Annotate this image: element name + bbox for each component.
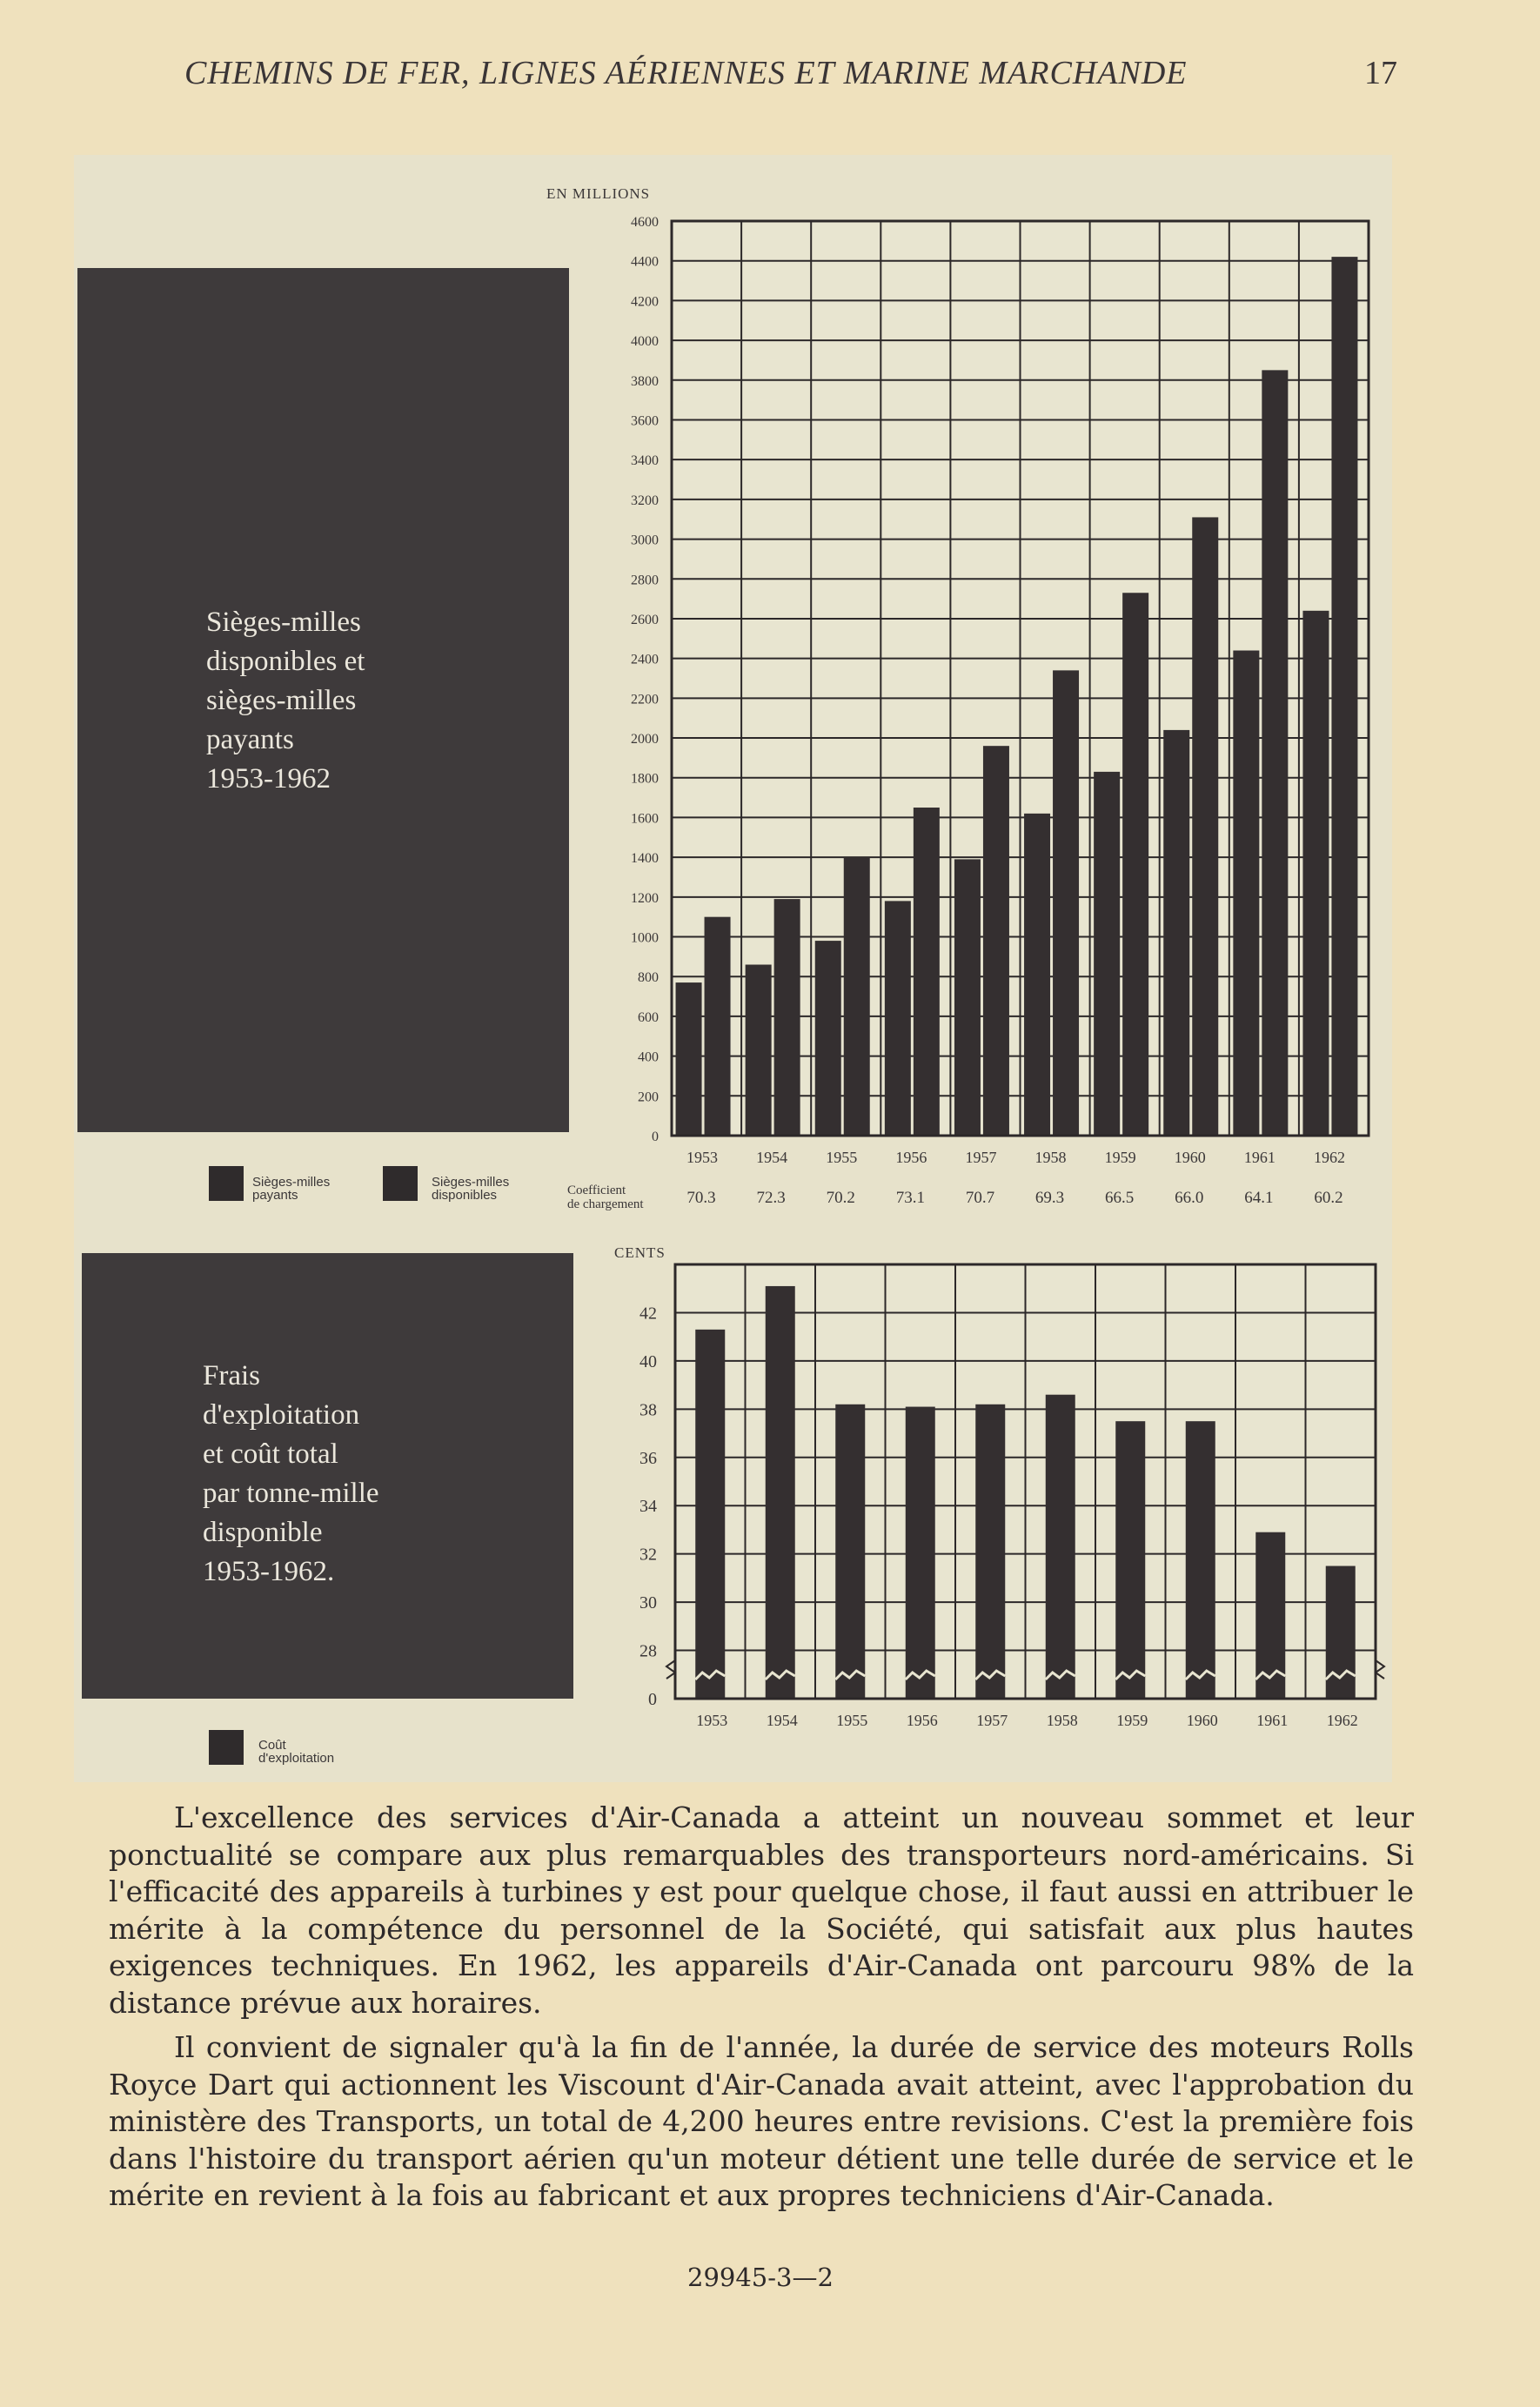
- title-line: disponible: [203, 1517, 323, 1548]
- x-tick-label: 1958: [1034, 1149, 1067, 1166]
- y-tick-label: 1000: [631, 930, 659, 946]
- coefficient-value: 60.2: [1314, 1189, 1343, 1207]
- y-tick-label: 2200: [631, 692, 659, 707]
- seats-chart-title: [206, 603, 365, 799]
- x-tick-label: 1954: [766, 1712, 798, 1729]
- coefficient-value: 66.5: [1105, 1189, 1135, 1207]
- coefficient-value: 66.0: [1175, 1189, 1204, 1207]
- x-tick-label: 1959: [1104, 1149, 1136, 1166]
- bar-payants: [954, 859, 981, 1136]
- legend-label-disponibles: [432, 1176, 509, 1202]
- y-tick-label: 800: [638, 970, 659, 986]
- title-line: et coût total: [203, 1438, 338, 1470]
- y-tick-label: 1800: [631, 771, 659, 787]
- x-tick-label: 1956: [906, 1712, 938, 1729]
- y-tick-label: 28: [639, 1641, 657, 1661]
- x-tick-label: 1962: [1313, 1149, 1345, 1166]
- y-tick-label: 3000: [631, 533, 659, 548]
- bar-disponibles: [774, 899, 800, 1136]
- bar-disponibles: [1122, 593, 1148, 1136]
- bar-cout: [906, 1407, 935, 1699]
- bar-cout: [766, 1286, 795, 1699]
- page-number: 17: [1364, 55, 1397, 91]
- bar-disponibles: [1331, 257, 1357, 1136]
- y-tick-label: 4200: [631, 294, 659, 310]
- x-tick-label: 1957: [976, 1712, 1008, 1729]
- legend-label-cout: [258, 1739, 334, 1765]
- coefficient-value: 64.1: [1244, 1189, 1274, 1207]
- legend-line: payants: [252, 1188, 298, 1203]
- y-tick-label: 3800: [631, 373, 659, 389]
- coefficient-value: 70.2: [826, 1189, 855, 1207]
- bar-payants: [1024, 814, 1050, 1136]
- bar-payants: [1094, 772, 1120, 1136]
- bar-cout: [695, 1330, 725, 1699]
- coefficient-label: Coefficient: [567, 1183, 626, 1197]
- bar-payants: [1302, 611, 1329, 1136]
- bar-payants: [885, 901, 911, 1136]
- bar-cout: [1046, 1395, 1075, 1699]
- legend-line: d'exploitation: [258, 1751, 335, 1766]
- title-line: d'exploitation: [203, 1399, 360, 1431]
- y-tick-label: 42: [639, 1304, 657, 1324]
- y-tick-label: 0: [652, 1130, 659, 1144]
- coefficient-value: 70.3: [686, 1189, 716, 1207]
- y-tick-label: 1200: [631, 890, 659, 906]
- bar-disponibles: [705, 917, 731, 1136]
- bar-disponibles: [844, 857, 870, 1136]
- title-line: payants: [206, 724, 294, 755]
- y-tick-label: 4000: [631, 334, 659, 350]
- coefficient-value: 70.7: [965, 1189, 995, 1207]
- y-tick-label: 2400: [631, 652, 659, 667]
- x-tick-label: 1953: [686, 1149, 719, 1166]
- x-tick-label: 1959: [1116, 1712, 1148, 1729]
- bar-cout: [835, 1405, 865, 1699]
- legend-line: Coût: [258, 1738, 286, 1753]
- x-tick-label: 1961: [1243, 1149, 1276, 1166]
- y-tick-label: 600: [638, 1009, 659, 1025]
- y-unit-label: CENTS: [614, 1244, 666, 1261]
- costs-chart: [522, 1231, 1392, 1753]
- y-tick-label: 2600: [631, 612, 659, 627]
- y-tick-label: 0: [648, 1690, 657, 1709]
- y-tick-label: 3200: [631, 493, 659, 508]
- y-tick-label: 1400: [631, 851, 659, 867]
- bar-payants: [1163, 730, 1189, 1136]
- bar-payants: [1233, 651, 1259, 1136]
- header-title: CHEMINS DE FER, LIGNES AÉRIENNES ET MARINE MARCHANDE: [184, 55, 1188, 91]
- y-tick-label: 3400: [631, 453, 659, 469]
- x-tick-label: 1962: [1326, 1712, 1358, 1729]
- bar-payants: [746, 965, 772, 1136]
- footer-code: 29945-3—2: [687, 2263, 834, 2292]
- y-tick-label: 34: [639, 1497, 657, 1517]
- x-tick-label: 1960: [1186, 1712, 1218, 1729]
- legend-line: disponibles: [432, 1188, 498, 1203]
- title-line: 1953-1962.: [203, 1556, 335, 1587]
- bar-disponibles: [914, 808, 940, 1136]
- y-tick-label: 200: [638, 1090, 659, 1105]
- x-tick-label: 1956: [895, 1149, 927, 1166]
- legend-line: Sièges-milles: [252, 1175, 331, 1190]
- coefficient-value: 73.1: [895, 1189, 925, 1207]
- x-tick-label: 1954: [756, 1149, 788, 1166]
- y-tick-label: 1600: [631, 811, 659, 827]
- x-tick-label: 1957: [965, 1149, 997, 1166]
- bar-cout: [975, 1405, 1005, 1699]
- coefficient-value: 69.3: [1034, 1189, 1065, 1207]
- bar-disponibles: [1262, 370, 1288, 1136]
- y-tick-label: 4600: [631, 215, 659, 230]
- y-tick-label: 4400: [631, 254, 659, 270]
- y-tick-label: 3600: [631, 413, 659, 429]
- title-line: sièges-milles: [206, 685, 357, 716]
- y-tick-label: 38: [639, 1400, 657, 1420]
- title-line: Frais: [203, 1360, 260, 1391]
- y-tick-label: 30: [639, 1593, 657, 1613]
- y-tick-label: 36: [639, 1448, 657, 1468]
- legend-label-payants: [252, 1176, 330, 1202]
- legend-line: Sièges-milles: [432, 1175, 510, 1190]
- bar-cout: [1186, 1421, 1215, 1699]
- title-line: 1953-1962: [206, 763, 331, 795]
- x-tick-label: 1953: [696, 1712, 728, 1729]
- bar-cout: [1326, 1566, 1356, 1699]
- bar-disponibles: [1192, 517, 1218, 1136]
- legend-swatch-cout: [209, 1730, 244, 1765]
- title-line: par tonne-mille: [203, 1478, 379, 1509]
- bar-disponibles: [1053, 670, 1079, 1136]
- bar-disponibles: [983, 746, 1009, 1136]
- y-tick-label: 2000: [631, 732, 659, 748]
- y-unit-label: EN MILLIONS: [546, 185, 651, 202]
- bar-cout: [1115, 1421, 1145, 1699]
- body-paragraph-2: Il convient de signaler qu'à la fin de l'année, la durée de service des moteurs Rolls Royce Dart qui actionnent les Viscount d'Air-Canada avait atteint, avec l'approbation du ministère des Transports, un total de 4,200 heures entre revisions. C'est la première fois dans l'histoire du transport aérien qu'un moteur détient une telle durée de service et le mérite en revient à la fois au fabricant et aux propres techniciens d'Air-Canada.: [109, 2030, 1414, 2212]
- body-paragraph-1: L'excellence des services d'Air-Canada a atteint un nouveau sommet et leur ponctualité se compare aux plus remarquables des transporteurs nord-américains. Si l'efficacité des appareils à turbines y est pour quelque chose, il faut aussi en attribuer le mérite à la compétence du personnel de la Société, qui satisfait aux plus hautes exigences techniques. En 1962, les appareils d'Air-Canada ont parcouru 98% de la distance prévue aux horaires.: [109, 1800, 1414, 2020]
- running-header: [0, 54, 1540, 106]
- bar-payants: [815, 941, 841, 1136]
- costs-chart-title: [203, 1357, 379, 1592]
- x-tick-label: 1961: [1256, 1712, 1289, 1729]
- bar-payants: [676, 982, 702, 1136]
- title-line: disponibles et: [206, 646, 365, 677]
- x-tick-label: 1958: [1046, 1712, 1078, 1729]
- x-tick-label: 1960: [1174, 1149, 1206, 1166]
- legend-swatch-payants: [209, 1166, 244, 1201]
- x-tick-label: 1955: [826, 1149, 858, 1166]
- legend-swatch-disponibles: [383, 1166, 418, 1201]
- x-tick-label: 1955: [836, 1712, 868, 1729]
- y-tick-label: 40: [639, 1351, 657, 1371]
- y-tick-label: 32: [639, 1545, 657, 1565]
- coefficient-label: de chargement: [567, 1197, 644, 1211]
- coefficient-value: 72.3: [756, 1189, 786, 1207]
- y-tick-label: 400: [638, 1049, 659, 1065]
- title-line: Sièges-milles: [206, 607, 361, 638]
- y-tick-label: 2800: [631, 573, 659, 588]
- seats-chart: [522, 178, 1392, 1223]
